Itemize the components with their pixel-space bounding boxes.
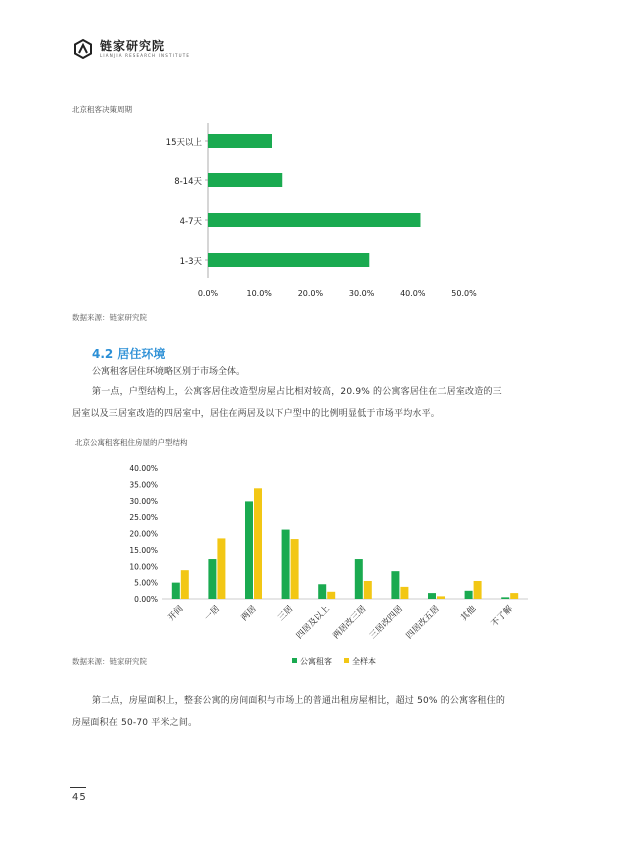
lianjia-logo-icon [72, 38, 94, 60]
chart2-y-tick-label: 15.00% [129, 545, 158, 555]
chart2-bar-apartment [318, 584, 326, 599]
chart2-y-tick-label: 25.00% [129, 513, 158, 523]
brand-logo [72, 38, 190, 60]
chart1-bar [208, 134, 272, 148]
paragraph-1-line-1: 第一点，户型结构上，公寓客居住改造型房屋占比相对较高，20.9% 的公寓客居住在二居室改造的三 [92, 387, 502, 397]
chart2-legend-label: 公寓租客 [300, 657, 332, 666]
chart2-bar-apartment [245, 501, 253, 599]
chart1-x-tick-label: 0.0% [197, 289, 219, 298]
chart1-x-tick-label: 20.0% [297, 289, 324, 298]
decision-cycle-chart [0, 118, 620, 308]
chart2-bar-all-sample [510, 593, 518, 599]
unit-structure-chart [0, 455, 620, 675]
chart2-bar-all-sample [364, 581, 372, 599]
chart2-category-label: 不了解 [489, 604, 515, 630]
chart2-category-label: 一居 [202, 604, 223, 624]
paragraph-2-line-2: 房屋面积在 50-70 平米之间。 [72, 718, 198, 728]
chart1-category-label: 8-14天 [174, 177, 202, 187]
chart2-y-tick-label: 35.00% [129, 480, 158, 490]
chart2-bar-all-sample [217, 538, 225, 599]
chart2-bar-apartment [208, 559, 216, 599]
chart2-y-tick-label: 0.00% [134, 595, 158, 604]
chart2-category-label: 四居改五居 [404, 604, 442, 642]
chart1-x-tick-label: 40.0% [400, 289, 426, 298]
page-number-rule [70, 787, 86, 788]
chart2-bar-apartment [465, 591, 473, 599]
chart2-category-label: 开间 [166, 604, 186, 624]
chart2-y-tick-label: 30.00% [129, 496, 158, 506]
chart2-y-tick-label: 5.00% [134, 578, 158, 588]
chart2-legend-swatch [344, 658, 349, 663]
chart1-label: 北京租客决策周期 [72, 105, 132, 114]
chart1-x-tick-label: 10.0% [246, 289, 272, 298]
chart2-bar-all-sample [437, 596, 445, 599]
chart1-category-label: 1-3天 [179, 257, 202, 267]
chart2-category-label: 其他 [459, 604, 479, 624]
chart1-category-label: 4-7天 [179, 217, 202, 227]
paragraph-2-line-1: 第二点，房屋面积上，整套公寓的房间面积与市场上的普通出租房屋相比，超过 50% 的公寓客租住的 [92, 696, 506, 706]
section-subtitle: 公寓租客居住环境略区别于市场全体。 [92, 367, 246, 377]
chart1-source: 数据来源：链家研究院 [72, 313, 147, 322]
chart2-bar-apartment [172, 583, 180, 599]
chart2-bar-all-sample [327, 592, 335, 599]
page-number: 45 [72, 792, 87, 803]
chart1-x-tick-label: 30.0% [348, 289, 375, 298]
chart2-bar-apartment [355, 559, 363, 599]
chart2-bar-all-sample [400, 587, 408, 599]
chart2-bar-all-sample [474, 581, 482, 599]
chart2-source: 数据来源：链家研究院 [72, 657, 147, 666]
chart2-bar-all-sample [181, 570, 189, 599]
chart2-y-tick-label: 10.00% [129, 562, 158, 572]
chart2-y-tick-label: 20.00% [129, 529, 158, 539]
chart2-category-label: 四居及以上 [294, 604, 332, 642]
chart2-bar-apartment [501, 597, 509, 599]
logo-english-name: LIANJIA RESEARCH INSTITUTE [100, 52, 191, 58]
section-title: 4.2 居住环境 [92, 347, 166, 361]
chart2-category-label: 三居 [276, 604, 296, 624]
chart2-category-label: 三居改四居 [367, 604, 406, 642]
chart1-bar [208, 213, 420, 227]
chart2-legend-swatch [292, 658, 297, 663]
chart2-legend-label: 全样本 [352, 657, 376, 666]
chart1-category-label: 15天以上 [165, 138, 202, 148]
logo-name: 链家研究院 [100, 38, 166, 53]
chart2-bar-apartment [428, 593, 436, 599]
chart2-legend [292, 656, 376, 666]
chart2-y-tick-label: 40.00% [129, 464, 158, 473]
chart2-bar-all-sample [254, 488, 262, 599]
paragraph-1-line-2: 居室以及三居室改造的四居室中，居住在两居及以下户型中的比例明显低于市场平均水平。 [72, 409, 441, 419]
chart2-bar-apartment [391, 571, 399, 599]
chart2-bar-apartment [282, 530, 290, 599]
chart2-bar-all-sample [291, 539, 299, 599]
chart1-bar [208, 173, 282, 187]
chart1-x-tick-label: 50.0% [451, 289, 477, 298]
chart2-label: 北京公寓租客租住房屋的户型结构 [75, 438, 188, 447]
chart1-bar [208, 253, 369, 267]
chart2-category-label: 两居 [239, 604, 259, 624]
chart2-category-label: 两居改三居 [331, 604, 369, 642]
